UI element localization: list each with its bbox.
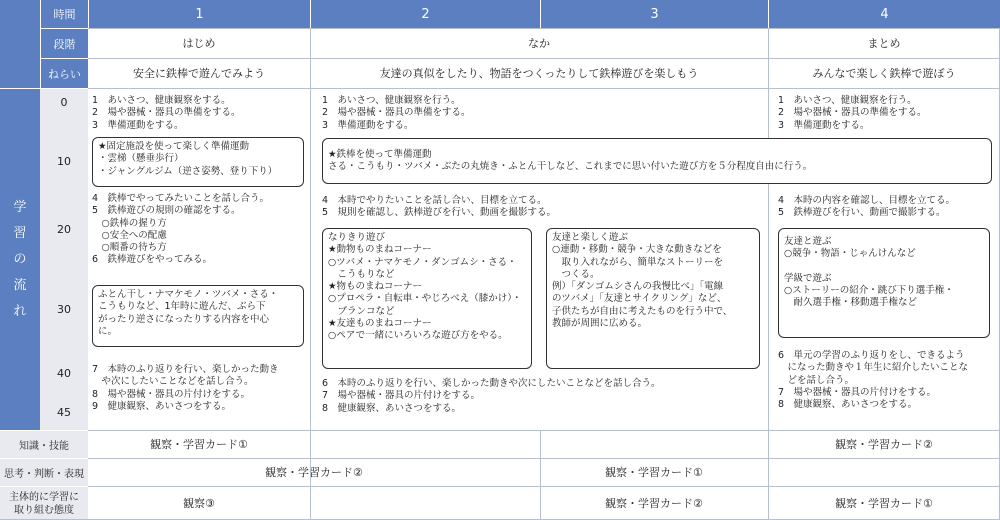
col1-bottom-steps	[92, 364, 308, 413]
box-line: 学級で遊ぶ	[784, 272, 832, 284]
eval-a-c3: 観察・学習カード②	[605, 497, 703, 510]
stage-naka: なか	[528, 37, 550, 50]
step-line: 2 場や器械・器具の準備をする。	[778, 107, 927, 119]
box-line: ○ツバメ・ナマケモノ・ダンゴムシ・さる・	[328, 256, 517, 268]
eval-k-c1: 観察・学習カード①	[150, 438, 248, 451]
minute-30: 30	[57, 302, 71, 316]
box-line: ふとん干し・ナマケモノ・ツバメ・さる・	[98, 289, 279, 300]
box-line: 教師が周囲に広める。	[552, 318, 648, 330]
box-line: ・雲梯（懸垂歩行）	[98, 153, 184, 165]
corner-blank	[0, 0, 40, 88]
box-line: 例）「ダンゴムシさんの我慢比べ」「電線	[552, 281, 724, 293]
minute-column	[40, 88, 88, 430]
eval-t-c3: 観察・学習カード①	[605, 466, 703, 479]
col1-top-steps	[92, 95, 308, 132]
box-line: ○ペアで一緒にいろいろな遊び方をやる。	[328, 330, 508, 342]
step-line: 5 規則を確認し、鉄棒遊びを行い、動画を撮影する。	[322, 207, 557, 219]
box-line: ★鉄棒を使って準備運動	[328, 149, 432, 160]
step-line: 6 単元の学習のふり返りをし、できるよう	[778, 350, 965, 361]
side-char: の	[13, 251, 27, 267]
box-line: 子供たちが自由に考えたものを行う中で、	[552, 305, 733, 317]
grid-line	[768, 184, 769, 520]
box-line: 友達と楽しく遊ぶ	[552, 232, 629, 243]
aim-1: 安全に鉄棒で遊んでみよう	[133, 67, 265, 80]
step-line: 3 準備運動をする。	[778, 119, 870, 131]
warmup-box-wide	[322, 138, 992, 184]
box-line: のツバメ」「友達とサイクリング」など、	[552, 293, 727, 305]
step-line: や次にしたいことなどを話し合う。	[92, 376, 254, 388]
box-line: ★動物ものまねコーナー	[328, 244, 432, 256]
grid-line	[88, 458, 1000, 459]
eval-a-c12: 観察③	[183, 497, 215, 510]
step-line: 2 場や器械・器具の準備をする。	[322, 107, 471, 119]
tomodachi-box	[546, 228, 760, 369]
grid-line	[310, 28, 311, 520]
stage-matome: まとめ	[867, 37, 901, 50]
grid-line	[88, 28, 1000, 29]
box-line: 耐久選手権・移動選手権など	[784, 297, 918, 309]
side-char: 流	[13, 277, 27, 293]
step-line: ○鉄棒の握り方	[92, 217, 167, 229]
box-line: ○競争・物語・じゃんけんなど	[784, 248, 916, 260]
grid-line	[540, 430, 541, 520]
step-line: 4 鉄棒でやってみたいことを話し合う。	[92, 193, 270, 204]
step-line: 3 準備運動をする。	[92, 119, 184, 131]
box-line: ★物ものまねコーナー	[328, 281, 423, 293]
step-line: 5 鉄棒遊びの規則の確認をする。	[92, 205, 241, 217]
matome-play-box	[778, 228, 990, 338]
eval-label-attitude	[0, 486, 88, 520]
col4-mid-steps	[778, 195, 996, 220]
dankai-label: 段階	[40, 28, 88, 58]
minute-20: 20	[57, 222, 71, 236]
eval-label-line: 取り組む態度	[14, 504, 74, 516]
step-line: 1 あいさつ、健康観察を行う。	[322, 95, 461, 106]
minute-10: 10	[57, 154, 71, 168]
step-line: になった動きや１年生に紹介したいことな	[778, 362, 969, 374]
grid-line	[88, 88, 1000, 89]
box-line: ○プロペラ・自転車・やじろべえ（膝かけ）・	[328, 293, 522, 305]
eval-a-c4: 観察・学習カード①	[835, 497, 933, 510]
box-line: ○ストーリーの紹介・跳び下り選手権・	[784, 285, 954, 297]
box-line: ・ジャングルジム（逆さ姿勢、登り下り）	[98, 165, 278, 177]
eval-label-knowledge: 知識・技能	[0, 430, 88, 458]
box-line: なりきり遊び	[328, 232, 386, 243]
step-line: 1 あいさつ、健康観察を行う。	[778, 95, 917, 106]
hour-2: 2	[310, 0, 540, 28]
grid-line	[88, 58, 1000, 59]
warmup-box-1	[92, 137, 304, 187]
step-line: 8 健康観察、あいさつをする。	[778, 399, 918, 411]
nerai-label: ねらい	[40, 58, 88, 88]
learning-flow-label	[0, 88, 40, 430]
hanging-content-box	[92, 285, 304, 347]
box-line: さる・こうもり・ツバメ・ぶたの丸焼き・ふとん干しなど、これまでに思い付いた遊び方を５分程度自由に行う。	[328, 161, 813, 173]
box-line: つくる。	[552, 268, 600, 280]
box-line: 友達と遊ぶ	[784, 236, 832, 247]
eval-label-thinking: 思考・判断・表現	[0, 458, 88, 486]
step-line: 8 健康観察、あいさつをする。	[322, 402, 462, 414]
grid-line	[88, 430, 1000, 431]
step-line: 6 本時のふり返りを行い、楽しかった動きや次にしたいことなどを話し合う。	[322, 378, 661, 389]
hour-3: 3	[540, 0, 768, 28]
eval-t-c12: 観察・学習カード②	[265, 466, 363, 479]
minute-40: 40	[57, 366, 71, 380]
col4-bottom-steps	[778, 350, 996, 411]
step-line: 4 本時の内容を確認し、目標を立てる。	[778, 195, 956, 206]
grid-line	[768, 28, 769, 138]
hour-1: 1	[88, 0, 310, 28]
hour-4: 4	[768, 0, 1000, 28]
step-line: 6 鉄棒遊びをやってみる。	[92, 254, 213, 266]
step-line: 8 場や器械・器具の片付けをする。	[92, 388, 251, 400]
minute-45: 45	[57, 405, 71, 419]
minute-0: 0	[60, 95, 68, 109]
aim-3: みんなで楽しく鉄棒で遊ぼう	[812, 67, 956, 80]
step-line: 2 場や器械・器具の準備をする。	[92, 107, 241, 119]
step-line: 1 あいさつ、健康観察をする。	[92, 95, 231, 106]
step-line: ○順番の待ち方	[92, 242, 167, 254]
step-line: ○安全への配慮	[92, 229, 167, 241]
grid-line	[88, 486, 1000, 487]
narikiri-box	[322, 228, 532, 369]
step-line: 3 準備運動をする。	[322, 119, 414, 131]
aim-2: 友達の真似をしたり、物語をつくったりして鉄棒遊びを楽しもう	[379, 67, 699, 80]
col23-bottom-steps	[322, 378, 762, 415]
box-line: ★友達ものまねコーナー	[328, 318, 432, 330]
box-line: ★固定施設を使って楽しく準備運動	[98, 141, 250, 152]
box-spacer	[784, 261, 984, 273]
eval-t-c4	[768, 458, 1000, 486]
box-line: ○連動・移動・競争・大きな動きなどを	[552, 244, 722, 256]
box-line: 取り入れながら、簡単なストーリーを	[552, 256, 724, 268]
step-line: 7 場や器械・器具の片付けをする。	[322, 390, 481, 402]
step-line: 5 鉄棒遊びを行い、動画で撮影する。	[778, 207, 946, 219]
eval-k-c4: 観察・学習カード②	[835, 438, 933, 451]
stage-hajime: はじめ	[182, 37, 216, 50]
box-line: に。	[98, 325, 118, 337]
eval-k-c3	[540, 430, 768, 458]
side-char: 習	[13, 225, 27, 241]
eval-label-line: 主体的に学習に	[9, 491, 79, 503]
step-line: 9 健康観察、あいさつをする。	[92, 400, 232, 412]
box-line: ブランコなど	[328, 305, 395, 317]
col4-top-steps	[778, 95, 996, 132]
step-line: 7 本時のふり返りを行い、楽しかった動き	[92, 364, 279, 375]
step-line: どを話し合う。	[778, 374, 855, 386]
eval-k-c2	[310, 430, 540, 458]
jikan-label: 時間	[40, 0, 88, 28]
col23-mid-steps	[322, 195, 762, 220]
box-line: がったり逆さになったりする内容を中心	[98, 313, 270, 325]
step-line: 7 場や器械・器具の片付けをする。	[778, 386, 937, 398]
step-line: 4 本時でやりたいことを話し合い、目標を立てる。	[322, 195, 547, 206]
box-line: こうもりなど	[328, 268, 395, 280]
col23-top-steps	[322, 95, 762, 132]
col1-mid-steps	[92, 193, 308, 267]
side-char: 学	[13, 199, 27, 215]
box-line: こうもりなど、1年時に遊んだ、ぶら下	[98, 301, 266, 313]
side-char: れ	[13, 303, 27, 319]
